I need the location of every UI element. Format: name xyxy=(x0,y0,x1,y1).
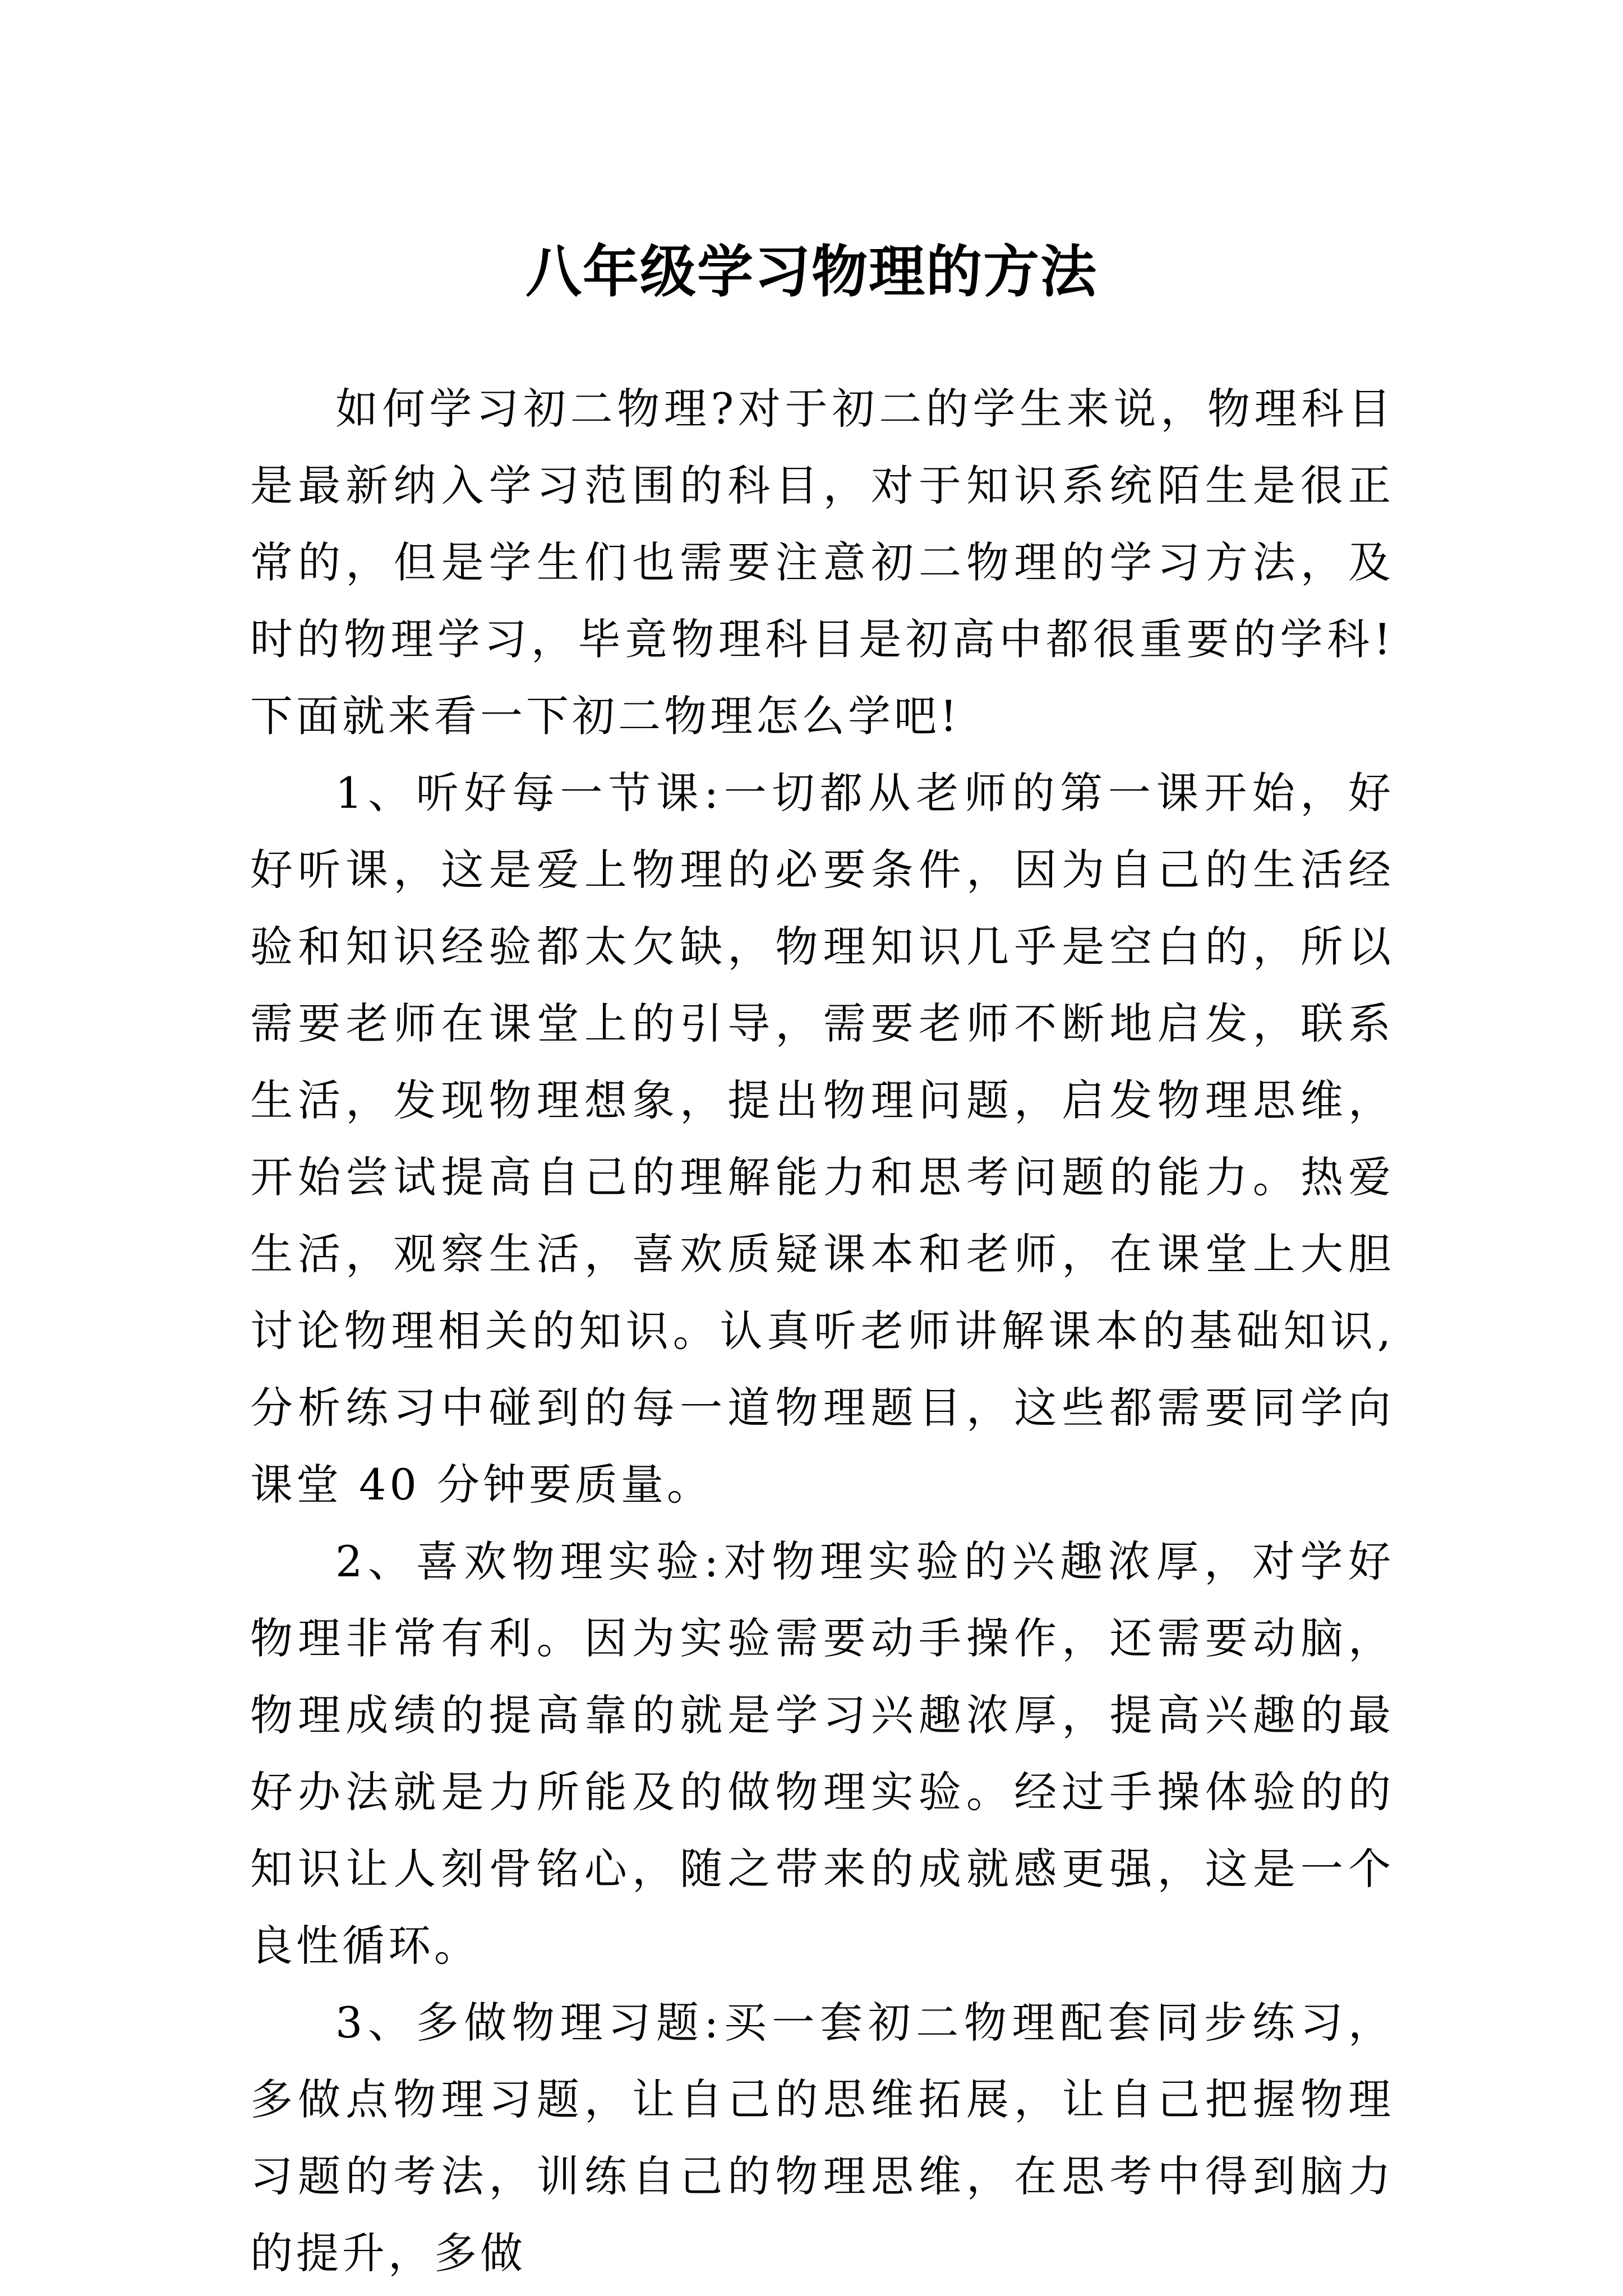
document-title: 八年级学习物理的方法 xyxy=(525,238,1098,305)
document-body xyxy=(250,370,1394,2292)
paragraph-exercises: 3、多做物理习题:买一套初二物理配套同步练习，多做点物理习题，让自己的思维拓展，让自己把握物理习题的考法，训练自己的物理思维，在思考中得到脑力的提升，多做 xyxy=(250,1998,1394,2278)
paragraph-experiments: 2、喜欢物理实验:对物理实验的兴趣浓厚，对学好物理非常有利。因为实验需要动手操作，还需要动脑，物理成绩的提高靠的就是学习兴趣浓厚，提高兴趣的最好办法就是力所能及的做物理实验。经过手操体验的的知识让人刻骨铭心，随之带来的成就感更强，这是一个良性循环。 xyxy=(250,1536,1394,1971)
paragraph-listen-class: 1、听好每一节课:一切都从老师的第一课开始，好好听课，这是爱上物理的必要条件，因为自己的生活经验和知识经验都太欠缺，物理知识几乎是空白的，所以需要老师在课堂上的引导，需要老师不断地启发，联系生活，发现物理想象，提出物理问题，启发物理思维，开始尝试提高自己的理解能力和思考问题的能力。热爱生活，观察生活，喜欢质疑课本和老师，在课堂上大胆讨论物理相关的知识。认真听老师讲解课本的基础知识,分析练习中碰到的每一道物理题目，这些都需要同学向课堂 40 分钟要质量。 xyxy=(250,768,1394,1510)
paragraph-intro: 如何学习初二物理?对于初二的学生来说，物理科目是最新纳入学习范围的科目，对于知识系统陌生是很正常的，但是学生们也需要注意初二物理的学习方法，及时的物理学习，毕竟物理科目是初高中都很重要的学科!下面就来看一下初二物理怎么学吧! xyxy=(250,384,1394,741)
